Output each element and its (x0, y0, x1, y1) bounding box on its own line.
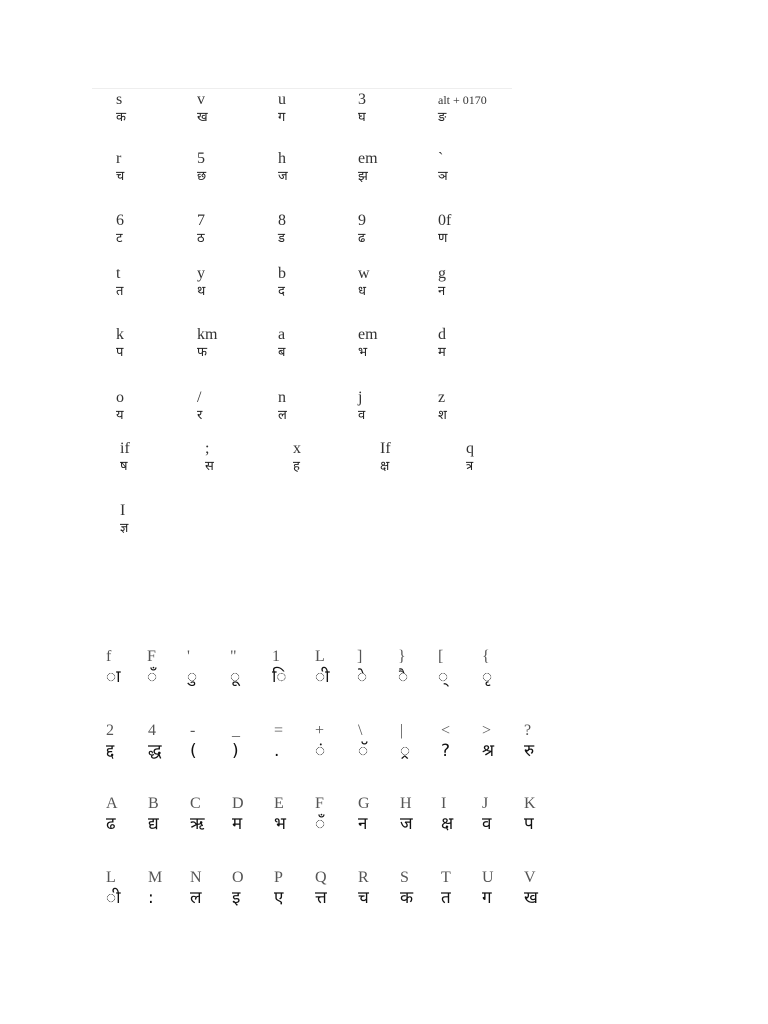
key-cell: B द्य (148, 795, 159, 834)
key-cell: ' ु (187, 648, 198, 687)
key-cell: R च (358, 869, 369, 908)
key-cell: L ी (106, 869, 121, 908)
key-cell: if ष (120, 440, 130, 474)
key-cell: w ध (358, 265, 370, 299)
key-cell: f ा (106, 648, 121, 687)
key-cell: o य (116, 389, 124, 423)
key-cell: u ग (278, 91, 286, 125)
key-cell: F ँ (147, 648, 158, 687)
key-cell: j व (358, 389, 366, 423)
key-cell: s क (116, 91, 126, 125)
key-cell: If क्ष (380, 440, 391, 474)
key-cell: < ? (441, 722, 451, 761)
key-cell: M : (148, 869, 163, 908)
key-cell: q त्र (466, 440, 474, 474)
key-cell: = . (274, 722, 284, 761)
key-cell: km फ (197, 326, 218, 360)
key-cell: " ू (230, 648, 241, 687)
key-cell: b द (278, 265, 286, 299)
key-cell: a ब (278, 326, 286, 360)
key-cell: 4 द्ध (148, 722, 162, 761)
key-cell: r च (116, 150, 125, 184)
key-cell: I ज्ञ (120, 502, 129, 536)
key-cell: em झ (358, 150, 378, 184)
key-cell: d म (438, 326, 446, 360)
key-cell: 2 द्द (106, 722, 115, 761)
key-cell: ; स (205, 440, 214, 474)
key-cell: y थ (197, 265, 206, 299)
key-cell: ] े (357, 648, 368, 687)
key-cell: C ऋ (190, 795, 205, 834)
key-cell: } ै (398, 648, 409, 687)
key-cell: | ्र (400, 722, 411, 761)
key-cell: + ं (315, 722, 326, 761)
key-cell: { ृ (482, 648, 493, 687)
key-cell: 7 ठ (197, 212, 205, 246)
key-cell: \ ॅ (358, 722, 369, 761)
key-cell: z श (438, 389, 447, 423)
key-cell: ? रु (524, 722, 535, 761)
key-cell: 8 ड (278, 212, 286, 246)
key-cell: 0f ण (438, 212, 452, 246)
key-cell: v ख (197, 91, 208, 125)
key-cell: alt + 0170 ङ (438, 93, 487, 125)
key-cell: 1 ि (272, 648, 287, 687)
key-cell: G न (358, 795, 370, 834)
key-cell: T त (441, 869, 451, 908)
key-cell: N ल (190, 869, 202, 908)
key-cell: S क (400, 869, 414, 908)
key-cell: 5 छ (197, 150, 207, 184)
key-cell: P ए (274, 869, 284, 908)
key-cell: Q त्त (315, 869, 327, 908)
key-cell: 6 ट (116, 212, 124, 246)
key-cell: _ ) (232, 722, 240, 761)
key-cell: L ी (315, 648, 330, 687)
key-cell: k प (116, 326, 124, 360)
key-cell: 3 घ (358, 91, 366, 125)
key-cell: D म (232, 795, 244, 834)
key-cell: O इ (232, 869, 244, 908)
key-cell: I क्ष (441, 795, 454, 834)
key-cell: E भ (274, 795, 286, 834)
key-cell: 9 ढ (358, 212, 366, 246)
key-cell: K प (524, 795, 536, 834)
key-cell: t त (116, 265, 124, 299)
key-cell: x ह (293, 440, 301, 474)
key-cell: n ल (278, 389, 287, 423)
key-cell: [ ् (438, 648, 449, 687)
key-cell: h ज (278, 150, 288, 184)
key-cell: ` ञ (438, 150, 448, 184)
key-cell: J व (482, 795, 492, 834)
key-cell: V ख (524, 869, 538, 908)
key-cell: H ज (400, 795, 413, 834)
key-cell: / र (197, 389, 203, 423)
key-cell: - ( (190, 722, 197, 761)
key-cell: U ग (482, 869, 494, 908)
key-cell: F ँ (315, 795, 326, 834)
key-cell: A ढ (106, 795, 118, 834)
key-cell: em भ (358, 326, 378, 360)
key-cell: > श्र (482, 722, 495, 761)
key-cell: g न (438, 265, 446, 299)
